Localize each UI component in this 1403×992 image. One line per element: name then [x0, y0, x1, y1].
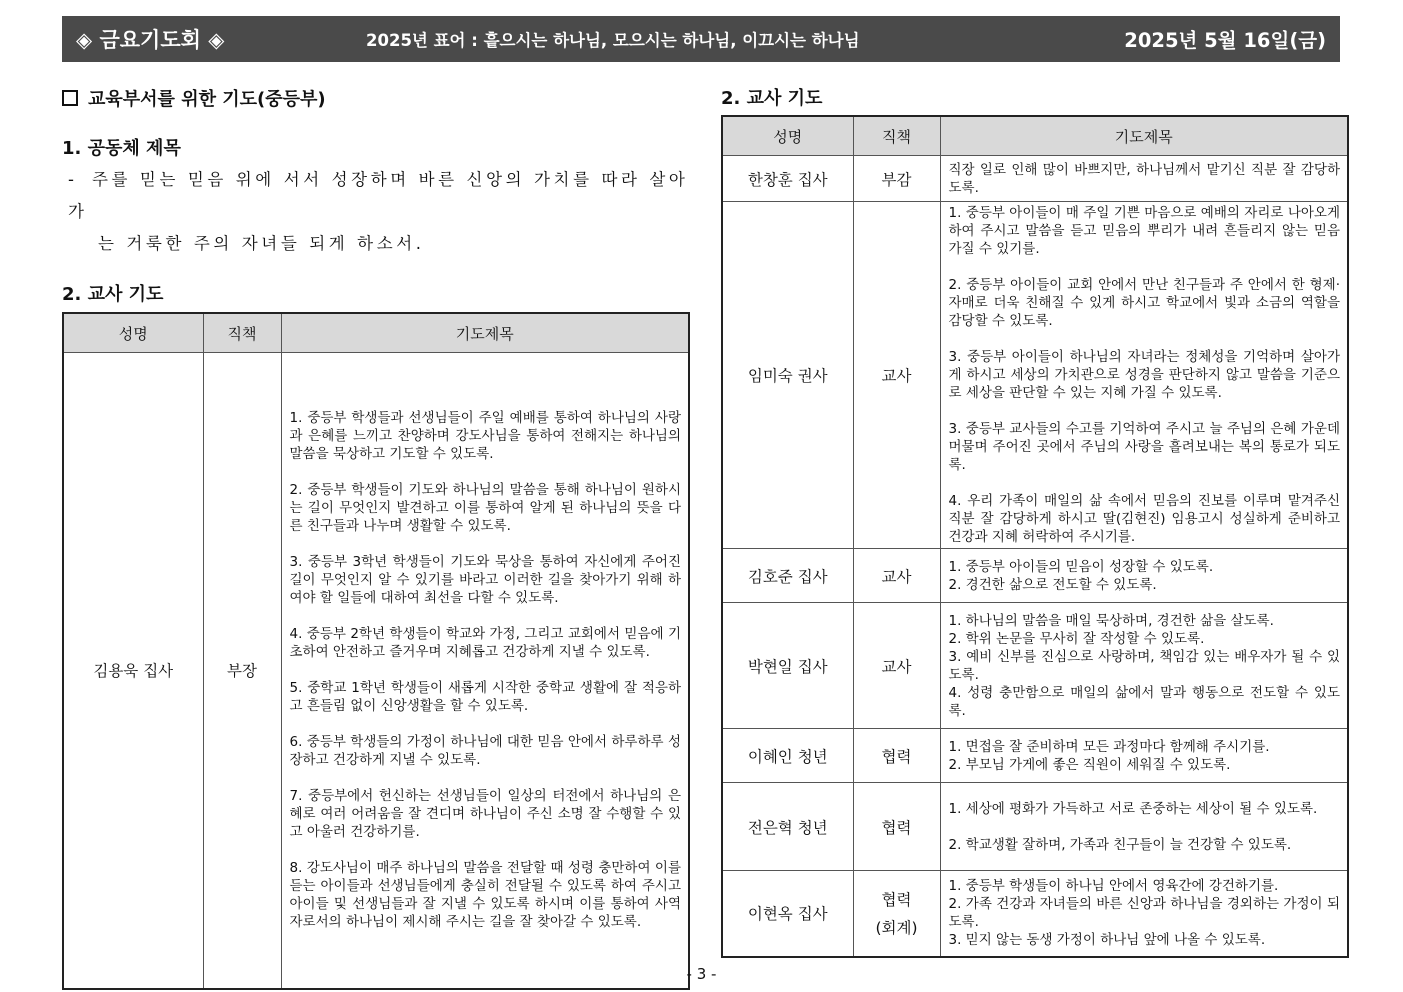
item-gap [290, 661, 682, 679]
table-row [722, 729, 1348, 783]
member-name: 이현옥 집사 [722, 871, 853, 957]
header-motto: 2025년 표어 : 흩으시는 하나님, 모으시는 하나님, 이끄시는 하나님 [366, 31, 860, 50]
member-role-sub: (회계) [875, 919, 918, 938]
item-gap [290, 535, 682, 553]
prayer-items [940, 729, 1348, 783]
prayer-item: 1. 면접을 잘 준비하며 모든 과정마다 함께해 주시기를. [948, 738, 1270, 755]
prayer-item: 1. 하나님의 말씀을 매일 묵상하며, 경건한 삶을 살도록. [948, 612, 1274, 629]
prayer-item: 6. 중등부 학생들의 가정이 하나님에 대한 믿음 안에서 하루하루 성장하고 건강하게 지낼 수 있도록. [289, 734, 681, 769]
item-gap [290, 607, 682, 625]
prayer-item: 4. 성령 충만함으로 매일의 삶에서 말과 행동으로 전도할 수 있도록. [948, 684, 1340, 719]
prayer-item: 1. 중등부 학생들이 하나님 안에서 영육간에 강건하기를. [948, 878, 1279, 895]
community-heading: 1. 공동체 제목 [62, 138, 181, 159]
prayer-item: 3. 중등부 교사들의 수고를 기억하여 주시고 늘 주님의 은혜 가운데 머물며 주어진 곳에서 주님의 사랑을 흘려보내는 복의 통로가 되도록. [948, 421, 1340, 473]
item-gap [290, 841, 682, 859]
member-name: 임미숙 권사 [722, 202, 853, 549]
member-role-cell [853, 603, 940, 729]
member-role-cell [853, 202, 940, 549]
member-name: 이혜인 청년 [722, 729, 853, 783]
member-role: 부감 [881, 170, 912, 189]
prayer-item: 2. 학위 논문을 무사히 잘 작성할 수 있도록. [948, 630, 1205, 647]
section-title: 교육부서를 위한 기도(중등부) [88, 89, 326, 110]
col-header-prayer: 기도제목 [281, 313, 689, 353]
page-header [62, 16, 1340, 62]
prayer-items [940, 871, 1348, 957]
prayer-item: 3. 중등부 3학년 학생들이 기도와 묵상을 통하여 자신에게 주어진 길이 무엇인지 알 수 있기를 바라고 이러한 길을 찾아가기 위해 하여야 할 일들에 대하여 최선을 다할 수 있도록. [289, 554, 681, 607]
member-role: 교사 [881, 567, 912, 586]
prayer-item: 1. 세상에 평화가 가득하고 서로 존중하는 세상이 될 수 있도록. [948, 800, 1318, 817]
right-teacher-heading: 2. 교사 기도 [721, 88, 823, 109]
header-date: 2025년 5월 16일(금) [1124, 29, 1326, 52]
prayer-item: 7. 중등부에서 헌신하는 선생님들이 일상의 터전에서 하나님의 은혜로 여러 어려움을 잘 견디며 하나님이 주신 소명 잘 수행할 수 있고 아울러 건강하기를. [289, 788, 681, 841]
checkbox-square-icon [62, 90, 78, 106]
member-role-cell [853, 549, 940, 603]
prayer-item: 1. 중등부 학생들과 선생님들이 주일 예배를 통하여 하나님의 사랑과 은혜를 느끼고 찬양하며 강도사님을 통하여 전해지는 하나님의 말씀을 묵상하고 기도할 수 있도록. [289, 410, 681, 463]
col-header-prayer: 기도제목 [940, 116, 1348, 156]
member-role-cell [853, 156, 940, 202]
member-name: 김호준 집사 [722, 549, 853, 603]
table-row [722, 871, 1348, 957]
col-header-role: 직책 [853, 116, 940, 156]
prayer-items [940, 156, 1348, 202]
item-gap [290, 715, 682, 733]
prayer-items [281, 353, 689, 989]
right-column [721, 84, 1349, 958]
member-name: 한창훈 집사 [722, 156, 853, 202]
prayer-item: 2. 중등부 아이들이 교회 안에서 만난 친구들과 주 안에서 한 형제·자매로 더욱 친해질 수 있게 하시고 학교에서 빛과 소금의 역할을 감당할 수 있도록. [948, 277, 1340, 329]
member-role: 협력 [881, 747, 912, 766]
page-number: - 3 - [686, 965, 717, 983]
item-gap [290, 463, 682, 481]
item-gap [949, 818, 1341, 836]
member-role-cell [853, 729, 940, 783]
member-role: 부장 [227, 662, 257, 681]
community-line-2: 는 거룩한 주의 자녀들 되게 하소서. [98, 234, 425, 253]
table-row [722, 549, 1348, 603]
prayer-item: 2. 중등부 학생들이 기도와 하나님의 말씀을 통해 하나님이 원하시는 길이 무엇인지 발견하고 이를 통하여 알게 된 하나님의 뜻을 다른 친구들과 나누며 생활할 수 있도록. [289, 482, 681, 535]
community-line-1: 주를 믿는 믿음 위에 서서 성장하며 바른 신앙의 가치를 따라 살아가 [68, 170, 689, 221]
prayer-items [940, 603, 1348, 729]
prayer-item: 3. 예비 신부를 진심으로 사랑하며, 책임감 있는 배우자가 될 수 있도록. [948, 648, 1340, 683]
item-gap [949, 474, 1341, 492]
prayer-item: 직장 일로 인해 많이 바쁘지만, 하나님께서 맡기신 직분 잘 감당하도록. [948, 161, 1340, 196]
col-header-name: 성명 [63, 313, 203, 353]
member-role-cell [853, 871, 940, 957]
dash-marker: - [68, 170, 78, 189]
member-name: 박현일 집사 [722, 603, 853, 729]
prayer-item: 8. 강도사님이 매주 하나님의 말씀을 전달할 때 성령 충만하여 이를 듣는 아이들과 선생님들에게 충실히 전달될 수 있도록 하여 주시고 아이들 및 선생님들과 잘 지낼 수 있도록 하시며 이를 통하여 사역자로서의 하나님이 제시해 주시는 길을 잘 찾아갈 수 있도록. [289, 860, 681, 931]
table-row [722, 156, 1348, 202]
member-role: 교사 [881, 657, 912, 676]
prayer-item: 3. 중등부 아이들이 하나님의 자녀라는 정체성을 기억하며 살아가게 하시고 세상의 가치관으로 성경을 판단하지 않고 말씀을 기준으로 세상을 판단할 수 있는 지혜 가질 수 있도록. [948, 349, 1340, 401]
col-header-role: 직책 [203, 313, 281, 353]
prayer-item: 4. 우리 가족이 매일의 삶 속에서 믿음의 진보를 이루며 맡겨주신 직분 잘 감당하게 하시고 딸(김현진) 임용고시 성실하게 준비하고 건강과 지혜 허락하여 주시기를. [948, 493, 1340, 545]
prayer-item: 2. 학교생활 잘하며, 가족과 친구들이 늘 건강할 수 있도록. [948, 836, 1292, 853]
prayer-items [940, 549, 1348, 603]
item-gap [949, 402, 1341, 420]
member-role: 협력 [881, 818, 912, 837]
community-body [62, 164, 690, 260]
header-title: ◈ 금요기도회 ◈ [76, 28, 225, 52]
member-role-cell [203, 353, 281, 989]
table-row [722, 783, 1348, 871]
prayer-item: 5. 중학교 1학년 학생들이 새롭게 시작한 중학교 생활에 잘 적응하고 흔들림 없이 신앙생활을 할 수 있도록. [289, 680, 681, 715]
prayer-item: 4. 중등부 2학년 학생들이 학교와 가정, 그리고 교회에서 믿음에 기초하여 안전하고 즐거우며 지혜롭고 건강하게 지낼 수 있도록. [289, 626, 681, 661]
table-row [63, 353, 689, 989]
left-teacher-heading: 2. 교사 기도 [62, 284, 164, 305]
item-gap [290, 769, 682, 787]
section-heading [62, 84, 690, 112]
right-teacher-table [721, 115, 1349, 958]
col-header-name: 성명 [722, 116, 853, 156]
left-teacher-table [62, 312, 690, 990]
prayer-items [940, 783, 1348, 871]
prayer-item: 2. 부모님 가게에 좋은 직원이 세워질 수 있도록. [948, 756, 1231, 773]
prayer-item: 3. 믿지 않는 동생 가정이 하나님 앞에 나올 수 있도록. [948, 932, 1266, 949]
member-role-cell [853, 783, 940, 871]
prayer-item: 2. 가족 건강과 자녀들의 바른 신앙과 하나님을 경외하는 가정이 되도록. [948, 896, 1340, 931]
prayer-item: 1. 중등부 아이들이 매 주일 기쁜 마음으로 예배의 자리로 나아오게 하여 주시고 말씀을 듣고 믿음의 뿌리가 내려 흔들리지 않는 믿음 가질 수 있기를. [948, 205, 1340, 257]
member-role: 협력 [881, 891, 912, 910]
prayer-item: 2. 경건한 삶으로 전도할 수 있도록. [948, 576, 1157, 593]
table-row [722, 603, 1348, 729]
member-name: 김용욱 집사 [63, 353, 203, 989]
member-role: 교사 [881, 367, 912, 385]
left-column [62, 84, 690, 990]
table-row [722, 202, 1348, 549]
member-name: 전은혁 청년 [722, 783, 853, 871]
prayer-items [940, 202, 1348, 549]
item-gap [949, 258, 1341, 276]
item-gap [949, 330, 1341, 348]
prayer-item: 1. 중등부 아이들의 믿음이 성장할 수 있도록. [948, 558, 1214, 575]
